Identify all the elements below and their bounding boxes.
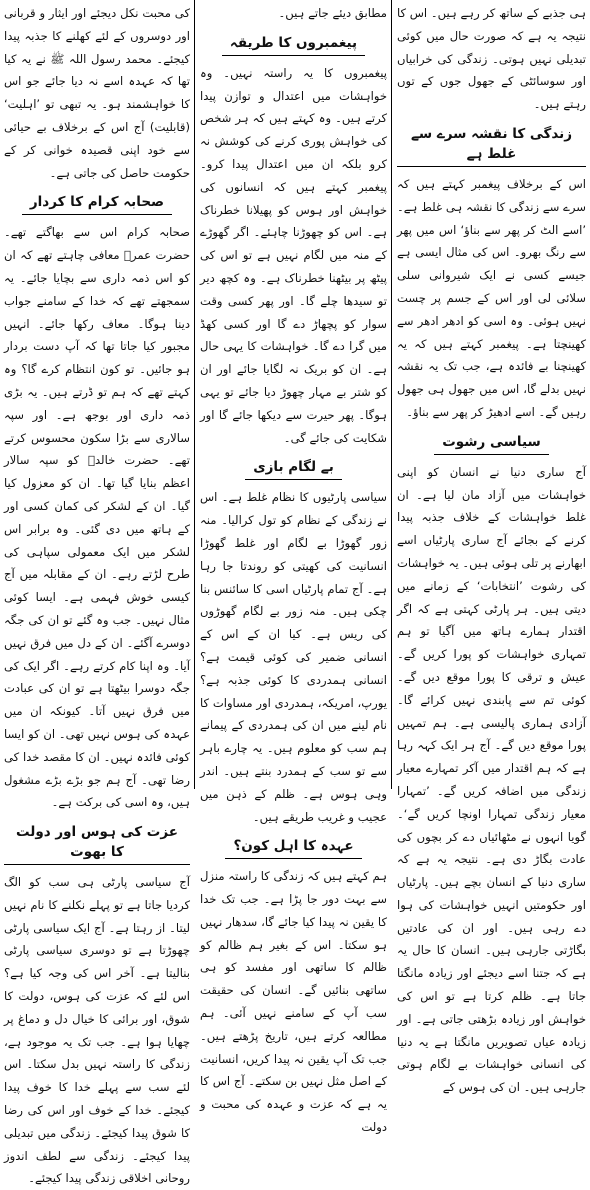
paragraph: صحابہ کرام اس سے بھاگتے تھے۔ حضرت عمرؓ معافی چاہتے تھے کہ ان کو اس ذمہ داری سے بچایا جائے۔ یہ سمجھتے تھے کہ خدا کے سامنے جواب دینا ہوگا۔ معاف رکھا جائے۔ انہیں مجبور کیا جاتا تھا کہ آپ دست بردار ہو جائیں۔ تو کون انتظام کرے گا؟ وہ کہتے تھے کہ ہم تو ڈرتے ہیں۔ یہ بڑی ذمہ داری اور بوجھ ہے۔ اور سپہ سالاری سے بڑا سکون محسوس کرتے تھے۔ حضرت خالدؓ کو سپہ سالار اعظم بنایا گیا تھا۔ ان کو معزول کیا گیا۔ ان کے لشکر کی کمان کسی اور کے ہاتھ میں دی گئی۔ وہ برابر اس لشکر میں ایک معمولی سپاہی کی طرح لڑتے رہے۔ ان کے مقابلہ میں آج کیسی خوش فہمی ہے۔ ایسا کوئی مثال نہیں۔ جب وہ گئے تو ان کی جگہ دوسرے آگئے۔ ان کے دل میں فرق نہیں آیا۔ وہ اپنا کام کرتے رہے۔ اگر ایک کی جگہ دوسرا بیٹھتا ہے تو ان کی عبادت میں فرق نہیں آتا۔ کیونکہ ان میں عہدہ کی ہوس نہیں تھی۔ ان کو ایسا کوئی فائدہ نہیں۔ ان کا مقصد خدا کی رضا تھی۔ آج ہم جو بڑے بڑے مشغول ہیں، وہ اسی کی برکت ہے۔ [4,225,190,810]
section-heading: سیاسی رشوت [434,432,549,455]
section-heading: پیغمبروں کا طریقہ [222,33,365,56]
section-heading: عزت کی ہوس اور دولت کا بھوت [4,822,190,865]
paragraph: ہم کہتے ہیں کہ زندگی کا راستہ منزل سے بہت دور جا پڑا ہے۔ جب تک خدا کا یقین نہ پیدا کیا جائے گا، سدھار نہیں ہو سکتا۔ اس کے بغیر ہم ظالم کو ظالم کا ساتھی اور مفسد کو ہی ساتھی بنائیں گے۔ انسان کی حقیقت سب آپ کے سامنے نہیں آئی۔ ہم مطالعہ کرتے ہیں، تاریخ پڑھتے ہیں۔ جب تک آپ یقین نہ پیدا کریں، انسانیت کے اصل مثل نہیں بن سکتے۔ آج اس کا یہ ہے کہ عزت و عہدہ کی محبت و دولت [200,869,387,1135]
paragraph: ہی جذبے کے ساتھ کر رہے ہیں۔ اس کا نتیجہ یہ ہے کہ صورت حال میں کوئی تبدیلی نہیں ہوتی۔ زندگی کی خرابیاں اور سوسائٹی کے جھول جوں کے توں رہتے ہیں۔ [397,6,586,112]
section-heading: عہدہ کا اہل کون؟ [225,836,361,859]
paragraph: سیاسی پارٹیوں کا نظام غلط ہے۔ اس نے زندگی کے نظام کو تول کرالیا۔ منہ زور گھوڑا بے لگام اور غلط گھوڑا انسانیت کی کھیتی کو روندتا جا رہا ہے۔ آج تمام پارٹیاں اسی کا سائنس بنا چکی ہیں۔ منہ زور بے لگام گھوڑوں کی ریس ہے۔ کیا ان کے اس کے انسانی ضمیر کی کوئی قیمت ہے؟ انسانی ہمدردی کا کوئی جذبہ ہے؟ یورپ، امریکہ، ہمدردی اور مساوات کا نام لینے میں ان کی ہمدردی کے پیمانے ہم سب کو معلوم ہیں۔ یہ چارے باہر سے تو سب کے ہمدرد بنتے ہیں۔ اندر وہی ہوس ہے۔ ظلم کے ذہن میں عجیب و غریب طریقے ہیں۔ [200,490,387,824]
paragraph: کی محبت نکل دیجئے اور ایثار و قربانی اور دوسروں کے لئے کھلنے کا جذبہ پیدا کیجئے۔ محمد رسول اللہ ﷺ نے یہ کیا تھا کہ عہدہ اسے نہ دیا جائے جو اس کا خواہشمند ہو۔ یہ تبھی تو ’اہلیت‘ (قابلیت) آج اس کے برخلاف بے حیائی سے خود اپنی قصیدہ خوانی کر کے حکومت حاصل کی جاتی ہے۔ [4,6,190,180]
section-heading: بے لگام بازی [245,457,342,480]
column-left [0,0,194,1186]
paragraph: پیغمبروں کا یہ راستہ نہیں۔ وہ خواہشات میں اعتدال و توازن پیدا کرتے ہیں۔ وہ کہتے ہیں کہ ہر شخص کی خواہش پوری کرنے کی کوشش نہ کرو بلکہ ان میں اعتدال پیدا کرو۔ پیغمبر کہتے ہیں کہ انسانوں کی خواہش اور ہوس کو پھیلانا خطرناک ہے۔ اس کو چھوڑنا چاہئے۔ اگر گھوڑے کے منہ میں لگام نہیں ہے تو اس کی پیٹھ پر بیٹھنا خطرناک ہے۔ وہ کچھ دیر تو سیدھا چلے گا۔ اور پھر کسی وقت سوار کو پچھاڑ دے گا اور کسی کھڈ میں گرا دے گا۔ خواہشات کا یہی حال ہے۔ ان کو بریک نہ لگایا جائے اور ان کو شتر بے مہار چھوڑ دیا جائے تو یہی ہوگا۔ پھر حیرت سے دیکھا جائے گا اور شکایت کی جائے گی۔ [200,65,387,445]
column-right [393,0,590,1095]
column-middle [196,0,391,1135]
column-divider [194,0,195,789]
paragraph: آج ساری دنیا نے انسان کو اپنی خواہشات میں آزاد مان لیا ہے۔ ان غلط خواہشات کے خلاف جذبہ پیدا کرنے کے بجائے آج ساری پارٹیاں اسے ابھارنے پر تلی ہوئی ہیں۔ یہ خواہشات کی رشوت ’انتخابات‘ کے زمانے میں دیتی ہیں۔ ہر پارٹی کہتی ہے کہ اگر اقتدار ہمارے ہاتھ میں آگیا تو ہم تمہاری خواہشات کو پورا کریں گے۔ عیش و ترقی کا پورا موقع دیں گے۔ کوئی تم سے پابندی نہیں کرائے گا۔ آزادی ہماری پالیسی ہے۔ ہم تمہیں پورا موقع دیں گے۔ آج ہر ایک کہہ رہا ہے کہ ہم اقتدار میں آکر تمہارے معیار زندگی میں اضافہ کریں گے۔ ’تمہارا معیار زندگی تمہارا اونچا کریں گے‘۔ گویا انہوں نے مٹھائیاں دے کر بچوں کی عادت بگاڑ دی ہے۔ نتیجہ یہ ہے کہ ساری دنیا کے انسان بچے ہیں۔ پارٹیاں اور حکومتیں انہیں خواہشات کی ہوا دے رہی ہیں۔ اور ان کی عادتیں بگاڑتی جارہی ہیں۔ انسان کا حال یہ ہے کہ جتنا اسے دیجئے اور زیادہ مانگتا جاتا ہے۔ ظلم کرتا ہے تو اس کی خواہش اور زیادہ بڑھتی جاتی ہے۔ اور زیادہ عیاں تصویریں مانگتا ہے یہ دنیا کی انسانی خواہشات بے لگام ہوتی جارہی ہیں۔ ان کی ہوس کے [397,464,586,1095]
paragraph: مطابق دیئے جاتے ہیں۔ [278,6,387,20]
column-divider [391,0,392,789]
section-heading: صحابہ کرام کا کردار [22,192,172,215]
paragraph: آج سیاسی پارٹی ہی سب کو الگ کردیا جاتا ہے تو پہلے نکلنے کا نام نہیں لیتا۔ از رہتا ہے۔ آج ایک سیاسی پارٹی چھوڑتا ہے تو دوسری سیاسی پارٹی بنالیتا ہے۔ آخر اس کی وجہ کیا ہے؟ اس لئے کہ عزت کی ہوس، دولت کا شوق، اور برائی کا خیال دل و دماغ پر چھایا ہوا ہے۔ جب تک یہ موجود ہے، زندگی کا راستہ نہیں بدل سکتا۔ اس لئے سب سے پہلے خدا کا خوف پیدا کیجئے۔ خدا کے خوف اور اس کی رضا کا شوق پیدا کیجئے۔ زندگی میں تبدیلی پیدا کیجئے۔ زندگی سے لطف اندوز روحانی اخلاقی زندگی پیدا کیجئے۔ [4,875,190,1186]
section-heading: زندگی کا نقشہ سرے سے غلط ہے [397,124,586,167]
paragraph: اس کے برخلاف پیغمبر کہتے ہیں کہ سرے سے زندگی کا نقشہ ہی غلط ہے۔ ’اسے الٹ کر پھر سے بناؤ‘ اس میں پھر سے رنگ بھرو۔ اس کی مثال ایسی ہے جیسے کسی نے ایک شیروانی سلی سلائی لی اور اس کے جسم پر چست نہیں ہوئی۔ وہ اسی کو ادھر ادھر سے کھینچتا ہے۔ پیغمبر کہتے ہیں کہ یہ کھینچنا بے فائدہ ہے، جب تک یہ نقشہ نہیں بدلے گا، اس میں جھول ہی جھول رہیں گے۔ اسے ادھیڑ کر پھر سے بناؤ۔ [397,176,586,419]
